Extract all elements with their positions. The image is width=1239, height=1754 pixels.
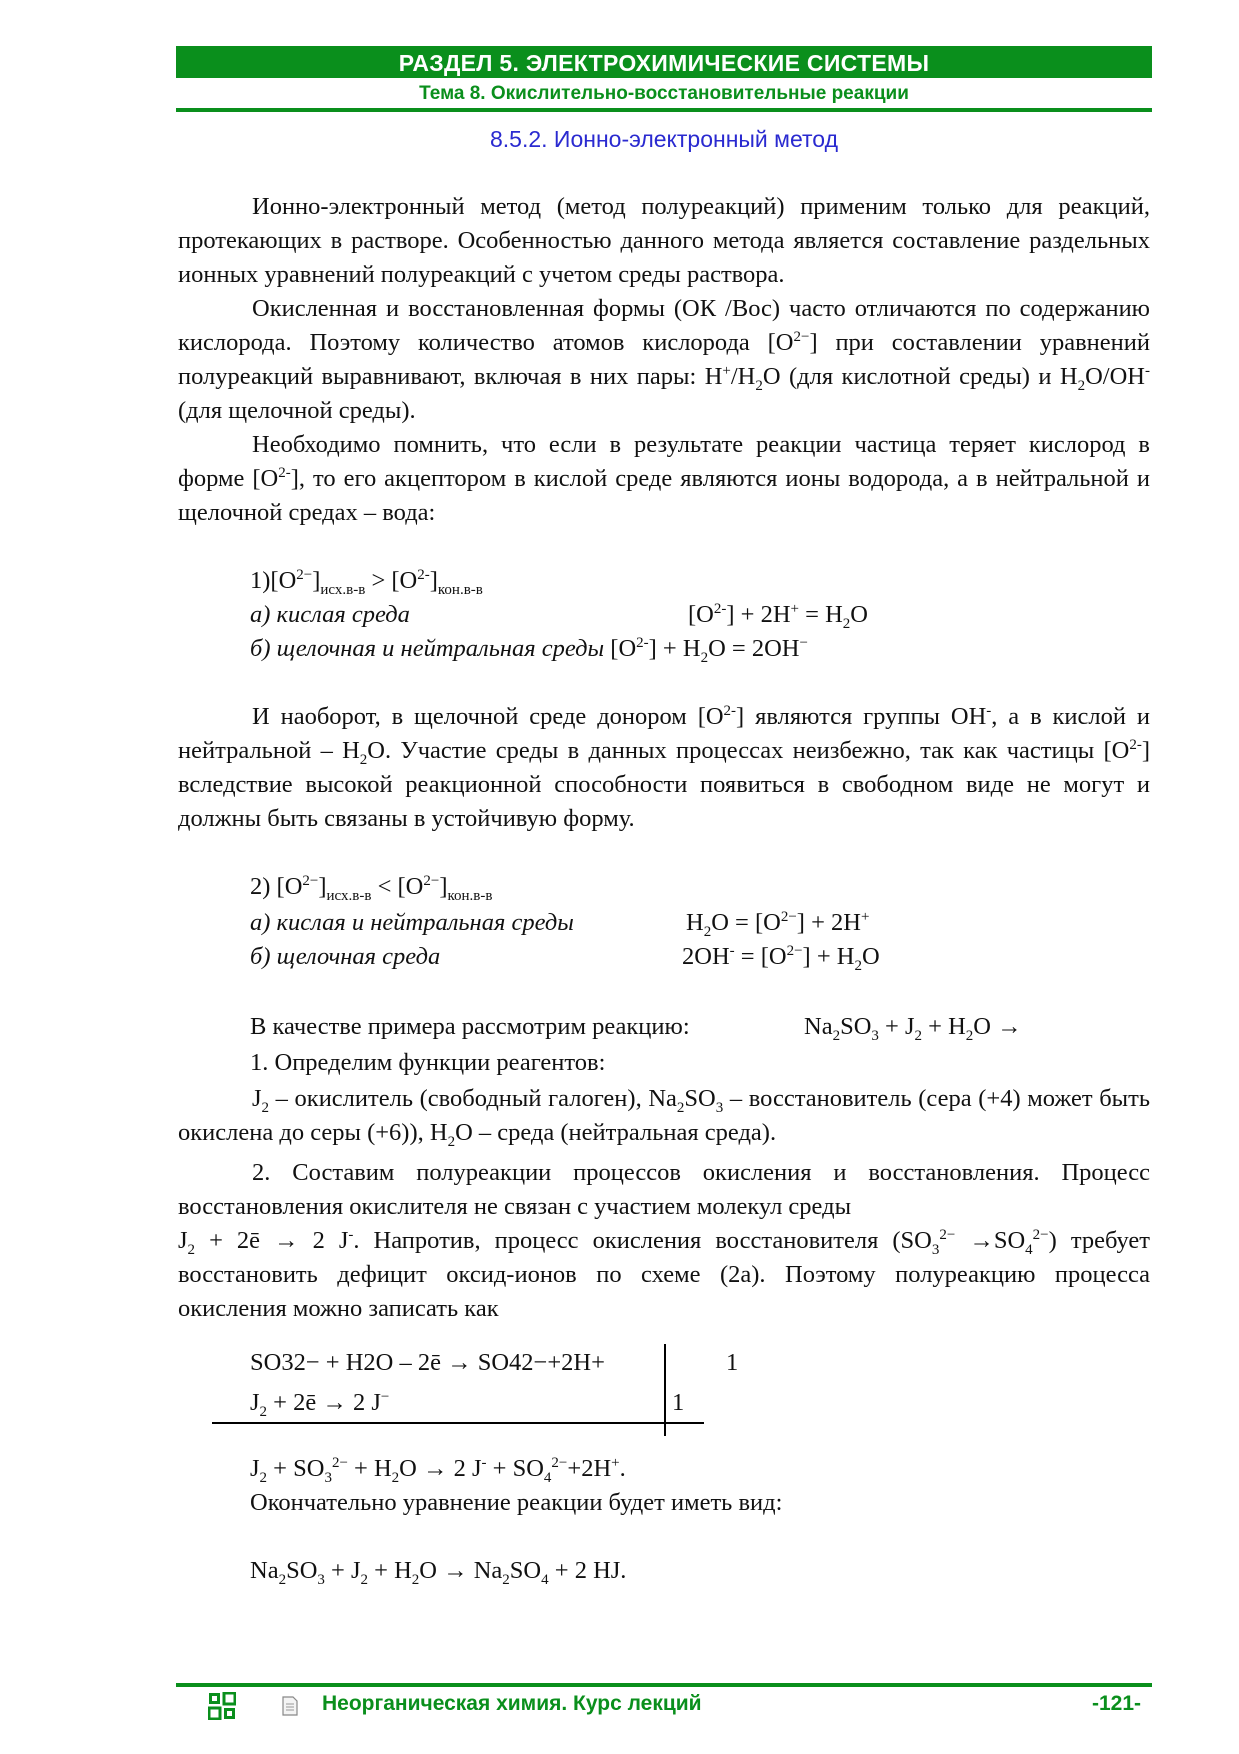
paragraph-2: Окисленная и восстановленная формы (ОК /Вос) часто отличаются по содержанию кислорода. Поэтому количество атомов кислорода $[O^{2-}]$ при составлении уравнений полуреакций выравнивают, включая в них пары: $H^+/H_2O$ (для кислотной среды) и $H_2O/OH^-$ (для щелочной среды). (178, 295, 1150, 424)
case2-a-label: а) кислая и нейтральная среды (250, 909, 574, 936)
section-title: 8.5.2. Ионно-электронный метод (490, 126, 838, 152)
footer-divider (176, 1683, 1152, 1687)
header-divider (176, 108, 1152, 112)
case1-a-equation: $[O^{2-}] + 2H^+ = H_2O$ (688, 600, 868, 632)
example-intro: В качестве примера рассмотрим реакцию: (250, 1013, 690, 1040)
footer-title: Неорганическая химия. Курс лекций (322, 1692, 702, 1715)
document-icon (282, 1696, 298, 1716)
paragraph-4: И наоборот, в щелочной среде донором $[O^{2-}]$ являются группы OH-, а в кислой и нейтральной – $H_2O$. Участие среды в данных процессах неизбежно, так как частицы $[O^{2-}]$ вследствие высокой реакционной способности появиться в свободном виде не могут и должны быть связаны в устойчивую форму. (178, 702, 1150, 832)
paragraph-5: $J_2$ – окислитель (свободный галоген), $Na_2SO_3$ – восстановитель (сера (+4) может быть окислена до серы (+6)), $H_2O$ – среда (нейтральная среда). (178, 1085, 1150, 1150)
final-intro: Окончательно уравнение реакции будет иметь вид: (250, 1489, 783, 1516)
page-number: -121- (1092, 1692, 1142, 1715)
half-reaction-oxidation: SO32− + H2O – 2ē → SO42−+2H+ (250, 1349, 605, 1376)
paragraph-6: 2. Составим полуреакции процессов окисления и восстановления. Процесс восстановления окислителя не связан с участием молекул среды $J_2$ + 2ē → 2 J-. Напротив, процесс окисления восстановителя $(SO_3^{2-} \to SO_4^{2-})$ требует восстановить дефицит оксид-ионов по схеме (2а). Поэтому полуреакцию процесса окисления можно записать как (178, 1159, 1150, 1322)
case1-condition: $1)[O^{2-}]_{исх.в-в} > [O^{2-}]_{кон.в-в}$ (250, 566, 483, 598)
case2-b-equation: $2OH^- = [O^{2-}] + H_2O$ (682, 942, 880, 974)
case1-a-label: а) кислая среда (250, 601, 410, 628)
case2-b-label: б) щелочная среда (250, 943, 441, 970)
paragraph-1: Ионно-электронный метод (метод полуреакций) применим только для реакций, протекающих в растворе. Особенностью данного метода является составление раздельных ионных уравнений полуреакций с учетом среды раствора. (178, 193, 1150, 288)
example-reaction: $Na_2SO_3 + J_2 + H_2O$ → (804, 1013, 1022, 1044)
case2-a-equation: $H_2O = [O^{2-}] + 2H^+$ (686, 908, 870, 940)
ionic-equation: $J_2 + SO_3^{2-} + H_2O \to 2$ $J^- + SO_4^{2-}+2H^+$. (250, 1454, 626, 1486)
topic-header: Тема 8. Окислительно-восстановительные реакции (419, 83, 909, 104)
step-1: 1. Определим функции реагентов: (250, 1049, 606, 1076)
half-reaction-reduction: $J_2$ + 2ē → 2 J− (250, 1388, 390, 1420)
final-equation: $Na_2SO_3 + J_2 + H_2O \to Na_2SO_4 + 2$ HJ. (250, 1557, 627, 1588)
case2-condition: 2) $[O^{2-}]_{исх.в-в} < [O^{2-}]_{кон.в-в}$ (250, 872, 493, 904)
half-reaction-reduction-coefficient: 1 (672, 1389, 685, 1416)
section-header: РАЗДЕЛ 5. ЭЛЕКТРОХИМИЧЕСКИЕ СИСТЕМЫ (176, 46, 1152, 78)
half-reaction-oxidation-coefficient: 1 (726, 1349, 739, 1376)
paragraph-3: Необходимо помнить, что если в результате реакции частица теряет кислород в форме $[O^{2-}]$, то его акцептором в кислой среде являются ионы водорода, а в нейтральной и щелочной средах – вода: (178, 431, 1151, 526)
grid-logo-icon (208, 1692, 236, 1720)
case1-b: б) щелочная и нейтральная среды $[O^{2-}] + H_2O = 2OH^-$ (250, 634, 808, 666)
balance-horizontal-line (212, 1422, 704, 1424)
